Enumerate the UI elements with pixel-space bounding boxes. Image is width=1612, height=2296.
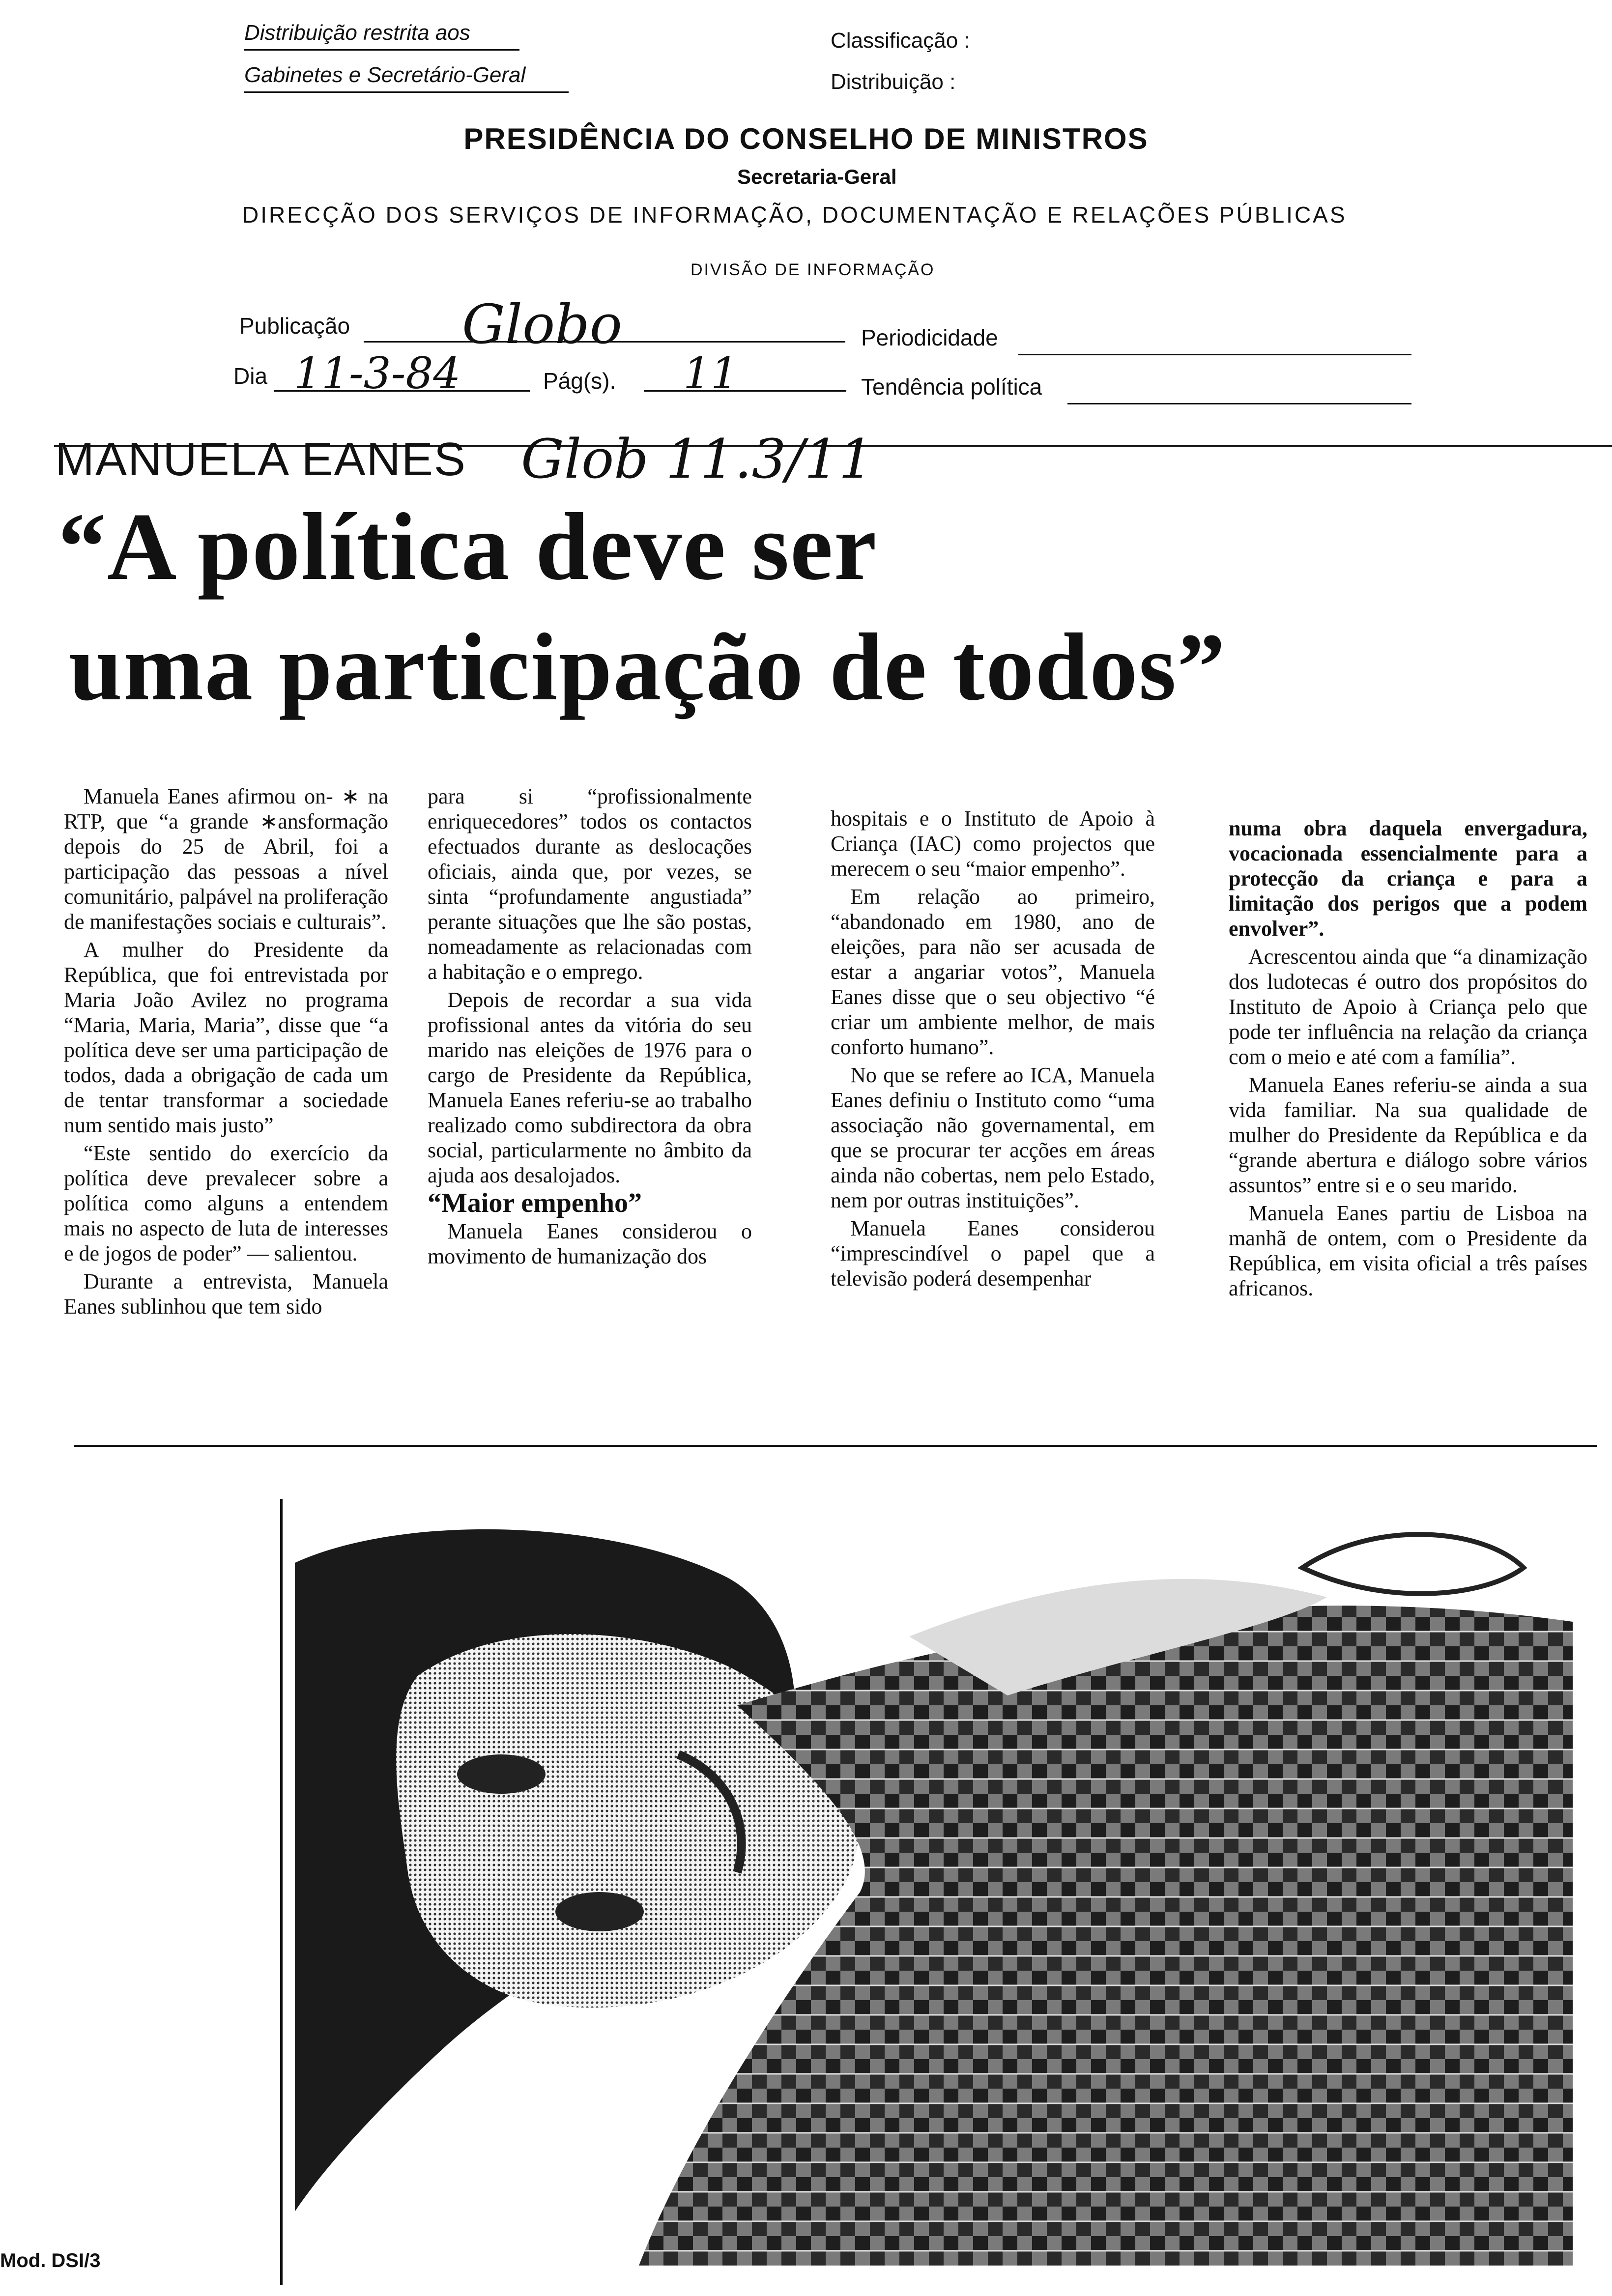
col2-subheading: “Maior empenho”: [428, 1188, 642, 1218]
distribution-note-1: Distribuição restrita aos: [244, 21, 470, 45]
col2-paragraph: Depois de recordar a sua vida profissional antes da vitória do seu marido nas eleições de 1976 para o cargo de Presidente da República, Manuela Eanes referiu-se ao trabalho realizado como subdirectora da obra social, particularmente no âmbito da ajuda aos desalojados.: [428, 988, 752, 1187]
col2-paragraph: para si “profissionalmente enriquecedores” todos os contactos efectuados durante as deslocações oficiais, ainda que, por vezes, se sinta “profundamente angustiada” perante situações que lhe são postas, nomeadamente as relacionadas com a habitação e o emprego.: [428, 784, 752, 984]
header-rule-2: [244, 91, 569, 93]
directorate: DIRECÇÃO DOS SERVIÇOS DE INFORMAÇÃO, DOCUMENTAÇÃO E RELAÇÕES PÚBLICAS: [242, 202, 1347, 228]
photograph-image: [295, 1499, 1573, 2266]
classificacao-label: Classificação :: [831, 29, 970, 53]
article-column-3: [831, 806, 1155, 1294]
col4-paragraph: Acrescentou ainda que “a dinamização dos ludotecas é outro dos propósitos do Instituto de Apoio à Criança pelo que pode ter influência na relação da criança com o meio e até com a família”.: [1229, 945, 1587, 1069]
article-bottom-rule: [74, 1445, 1597, 1447]
tendencia-label: Tendência política: [861, 374, 1042, 400]
handwritten-reference-note: Glob 11.3/11: [521, 428, 873, 490]
col3-paragraph: Em relação ao primeiro, “abandonado em 1980, ano de eleições, para não ser acusada de estar a angariar votos”, Manuela Eanes disse que o seu objectivo “é criar um ambiente melhor, de mais conforto humano”.: [831, 885, 1155, 1059]
distribution-note-2: Gabinetes e Secretário-Geral: [244, 63, 526, 87]
col4-paragraph: numa obra daquela envergadura, vocacionada essencialmente para a protecção da criança e para a limitação dos perigos que a podem envolver”.: [1229, 816, 1587, 941]
col1-paragraph: A mulher do Presidente da República, que foi entrevistada por Maria João Avilez no programa “Maria, Maria, Maria”, disse que “a política deve ser uma participação de todos, dada a obrigação de cada um de tentar transformar a sociedade num sentido mais justo”: [64, 938, 388, 1137]
periodicidade-label: Periodicidade: [861, 325, 998, 350]
org-title: PRESIDÊNCIA DO CONSELHO DE MINISTROS: [463, 122, 1149, 155]
photo-left-rule: [280, 1499, 283, 2285]
dia-label: Dia: [233, 363, 268, 389]
col1-paragraph: Durante a entrevista, Manuela Eanes sublinhou que tem sido: [64, 1269, 388, 1319]
pags-handwritten: 11: [683, 348, 738, 399]
article-photograph: [295, 1499, 1573, 2266]
article-column-1: [64, 784, 388, 1322]
tendencia-field: [1067, 364, 1411, 404]
headline-line-2: uma participação de todos”: [69, 614, 1226, 720]
division: DIVISÃO DE INFORMAÇÃO: [691, 260, 935, 279]
col1-paragraph: Manuela Eanes afirmou on- ∗ na RTP, que “a grande ∗ansformação depois do 25 de Abril, foi a participação das pessoas a nível comunitário, palpável na proliferação de manifestações sociais e culturais”.: [64, 784, 388, 934]
col3-paragraph: Manuela Eanes considerou “imprescindível o papel que a televisão poderá desempenhar: [831, 1216, 1155, 1291]
publicacao-label: Publicação: [239, 313, 350, 339]
col4-paragraph: Manuela Eanes referiu-se ainda a sua vida familiar. Na sua qualidade de mulher do Presidente da República e da “grande abertura e diálogo sobre vários assuntos” entre si e o seu marido.: [1229, 1073, 1587, 1197]
publicacao-field: [364, 293, 845, 356]
header-rule-1: [244, 49, 519, 51]
article-column-2: [428, 784, 752, 1272]
headline-line-1: “A política deve ser: [58, 493, 878, 600]
col3-paragraph: No que se refere ao ICA, Manuela Eanes definiu o Instituto como “uma associação não governamental, em que se procurar ter acções em áreas ainda não cobertas, nem pelo Estado, nem por outras instituições”.: [831, 1063, 1155, 1212]
article-kicker: MANUELA EANES: [55, 433, 466, 486]
col1-paragraph: “Este sentido do exercício da política deve prevalecer sobre a política como alguns a entendem mais no aspecto de luta de interesses e de jogos de poder” — salientou.: [64, 1141, 388, 1265]
article-column-4: [1229, 816, 1587, 1304]
form-code: Mod. DSI/3: [0, 2250, 101, 2271]
org-subtitle: Secretaria-Geral: [737, 165, 897, 188]
pags-label: Pág(s).: [543, 368, 616, 394]
col3-paragraph: hospitais e o Instituto de Apoio à Criança (IAC) como projectos que merecem o seu “maior empenho”.: [831, 806, 1155, 881]
col2-paragraph: Manuela Eanes considerou o movimento de humanização dos: [428, 1219, 752, 1268]
distribuicao-label: Distribuição :: [831, 70, 956, 94]
periodicidade-field: [1018, 315, 1411, 355]
col4-paragraph: Manuela Eanes partiu de Lisboa na manhã de ontem, com o Presidente da República, em visita oficial a três países africanos.: [1229, 1201, 1587, 1300]
dia-handwritten: 11-3-84: [294, 348, 461, 399]
dia-field: [274, 348, 530, 399]
publicacao-handwritten: Globo: [462, 293, 622, 356]
pags-field: [644, 348, 846, 399]
